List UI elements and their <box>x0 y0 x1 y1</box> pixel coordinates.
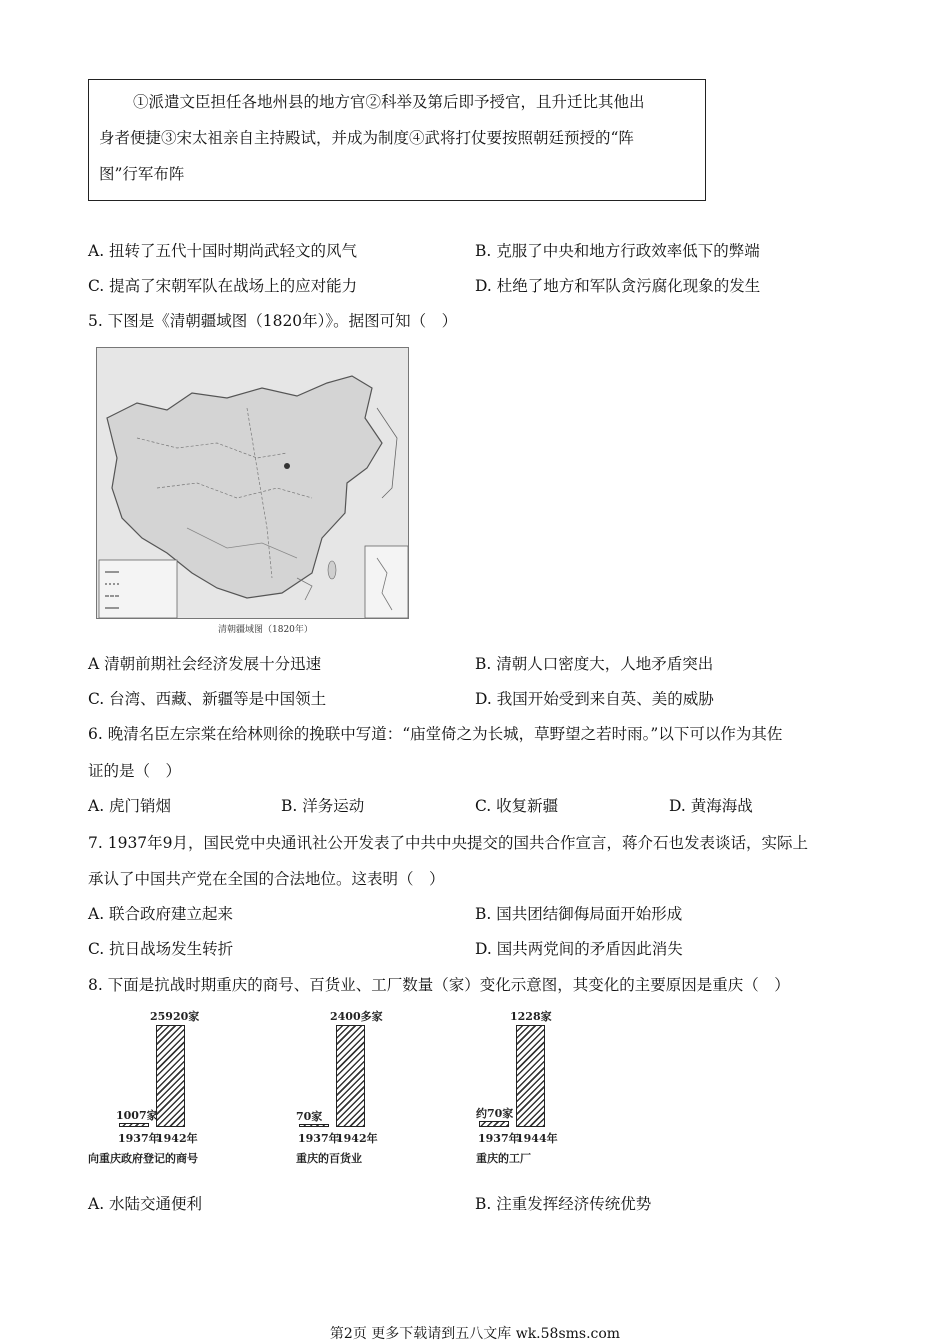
map-graphic <box>97 348 409 619</box>
qing-territory-map <box>96 347 409 619</box>
q7-option-d: D. 国共两党间的矛盾因此消失 <box>475 940 683 958</box>
chart-value-label: 1007家 <box>116 1109 158 1122</box>
q4-option-b: B. 克服了中央和地方行政效率低下的弊端 <box>475 242 760 260</box>
q7-option-a: A. 联合政府建立起来 <box>88 905 234 923</box>
q6-option-a: A. 虎门销烟 <box>88 797 172 815</box>
q7-option-b: B. 国共团结御侮局面开始形成 <box>475 905 683 923</box>
material-box <box>88 79 706 201</box>
chart-bar <box>156 1025 185 1127</box>
chart-value-label: 25920家 <box>150 1010 200 1023</box>
q5-stem: 5. 下图是《清朝疆域图（1820年）》。据图可知（ ） <box>88 312 458 330</box>
chart-tick-label: 1942年 <box>336 1132 378 1145</box>
q6-stem-line-1: 6. 晚清名臣左宗棠在给林则徐的挽联中写道：“庙堂倚之为长城，草野望之若时雨。”以下可以作为其佐 <box>88 725 783 743</box>
material-line-1: ①派遣文臣担任各地州县的地方官②科举及第后即予授官，且升迁比其他出 <box>133 93 645 111</box>
q7-option-c: C. 抗日战场发生转折 <box>88 940 234 958</box>
chart-tick-label: 1942年 <box>156 1132 198 1145</box>
chart-value-label: 约70家 <box>476 1107 514 1120</box>
q4-option-d: D. 杜绝了地方和军队贪污腐化现象的发生 <box>475 277 761 295</box>
q5-option-c: C. 台湾、西藏、新疆等是中国领土 <box>88 690 327 708</box>
q4-option-a: A. 扭转了五代十国时期尚武轻文的风气 <box>88 242 358 260</box>
q8-option-a: A. 水陆交通便利 <box>88 1195 203 1213</box>
q4-option-c: C. 提高了宋朝军队在战场上的应对能力 <box>88 277 358 295</box>
chart-bar <box>479 1121 509 1127</box>
chart-bar <box>119 1123 149 1127</box>
chart-value-label: 70家 <box>296 1110 323 1123</box>
q7-stem-line-2: 承认了中国共产党在全国的合法地位。这表明（ ） <box>88 870 445 888</box>
q5-option-b: B. 清朝人口密度大，人地矛盾突出 <box>475 655 714 673</box>
chart-title: 向重庆政府登记的商号 <box>88 1152 198 1165</box>
chart-title: 重庆的百货业 <box>296 1152 362 1165</box>
material-line-3: 图”行军布阵 <box>99 165 185 183</box>
q8-option-b: B. 注重发挥经济传统优势 <box>475 1195 652 1213</box>
map-caption: 清朝疆域图（1820年） <box>218 625 313 635</box>
q8-stem: 8. 下面是抗战时期重庆的商号、百货业、工厂数量（家）变化示意图，其变化的主要原因是重庆（ ） <box>88 976 790 994</box>
material-line-2: 身者便捷③宋太祖亲自主持殿试，并成为制度④武将打仗要按照朝廷预授的“阵 <box>99 129 634 147</box>
q7-stem-line-1: 7. 1937年9月，国民党中央通讯社公开发表了中共中央提交的国共合作宣言，蒋介石也发表谈话，实际上 <box>88 834 809 852</box>
chart-tick-label: 1944年 <box>516 1132 558 1145</box>
chart-tick-label: 1937年 <box>298 1132 340 1145</box>
page-footer: 第2页 更多下载请到五八文库 wk.58sms.com <box>329 1326 621 1342</box>
q5-option-d: D. 我国开始受到来自英、美的威胁 <box>475 690 714 708</box>
chart-bar <box>299 1124 329 1127</box>
q6-option-d: D. 黄海海战 <box>669 797 753 815</box>
chart-title: 重庆的工厂 <box>476 1152 531 1165</box>
q6-stem-line-2: 证的是（ ） <box>88 762 182 780</box>
chart-tick-label: 1937年 <box>478 1132 520 1145</box>
q5-option-a: A 清朝前期社会经济发展十分迅速 <box>88 655 322 673</box>
q6-option-b: B. 洋务运动 <box>281 797 365 815</box>
chart-tick-label: 1937年 <box>118 1132 160 1145</box>
chart-value-label: 2400多家 <box>330 1010 383 1023</box>
chart-value-label: 1228家 <box>510 1010 552 1023</box>
q6-option-c: C. 收复新疆 <box>475 797 559 815</box>
chart-bar <box>336 1025 365 1127</box>
chart-bar <box>516 1025 545 1127</box>
